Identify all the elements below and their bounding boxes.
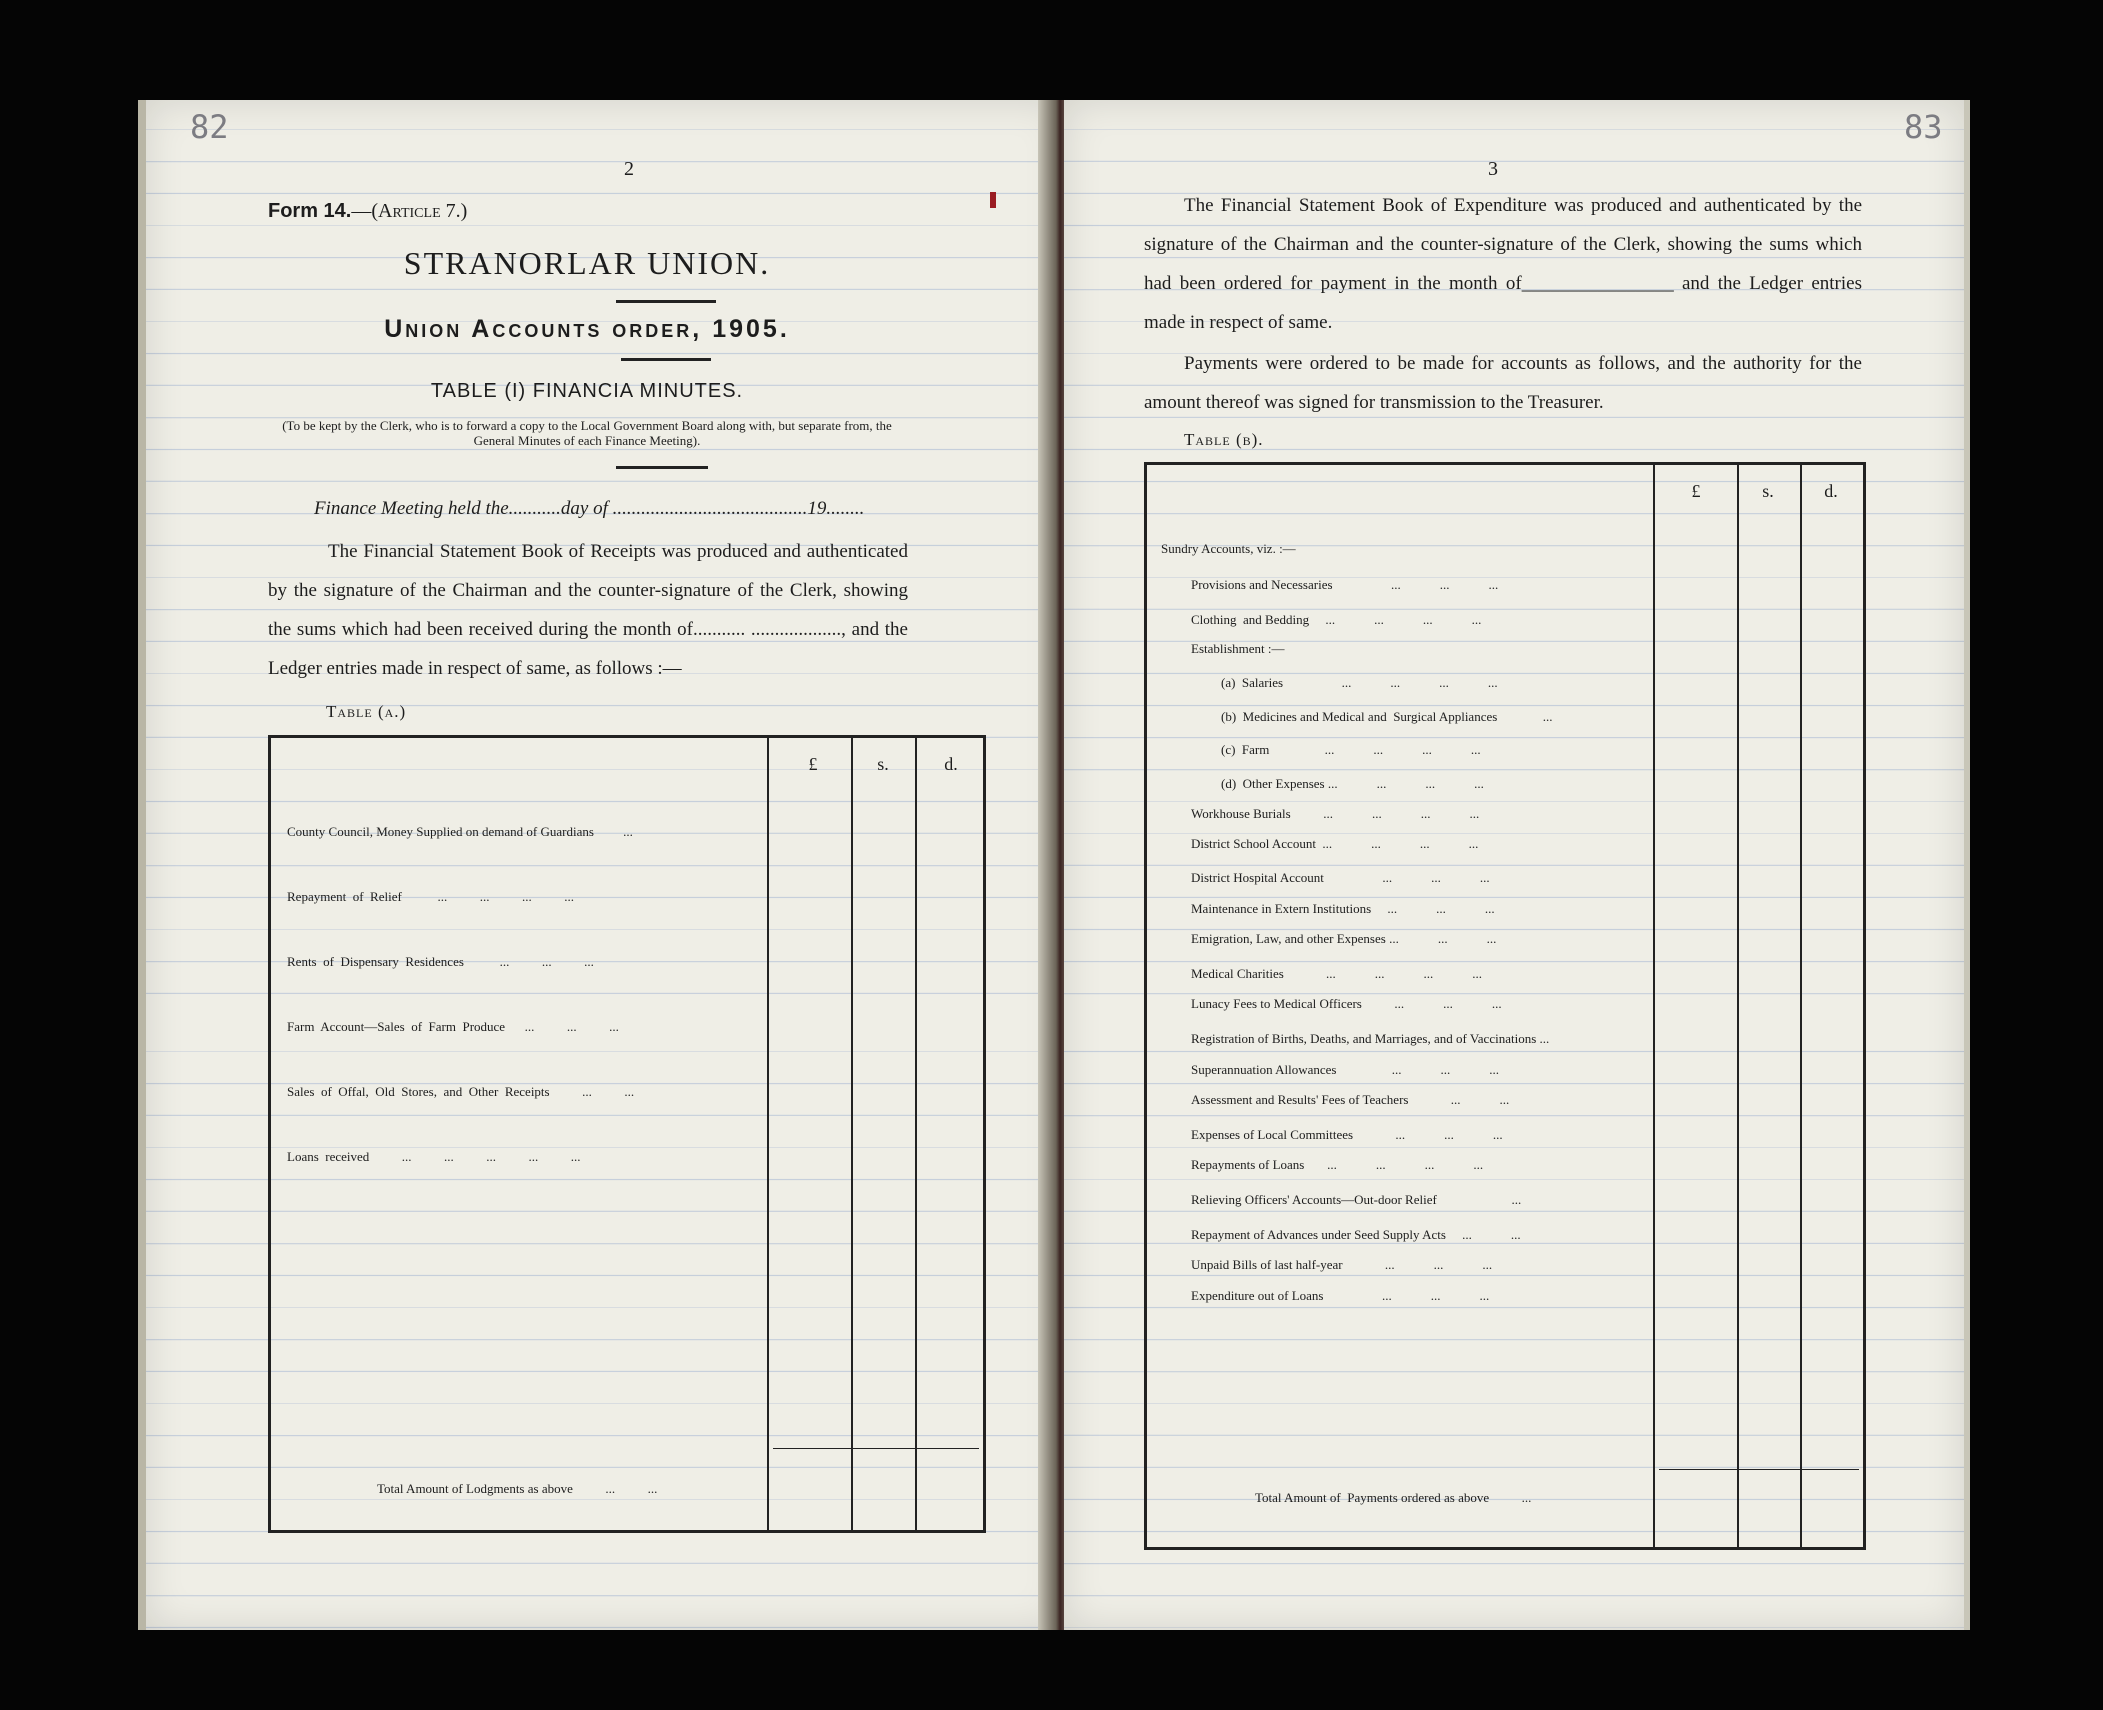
right-stamp-number: 83 (1904, 108, 1943, 146)
form-label-bold: Form 14. (268, 200, 352, 222)
table-row: Sales of Offal, Old Stores, and Other Receipts ... ... (287, 1084, 635, 1099)
header-pounds: £ (808, 754, 818, 774)
table-row: Establishment :— (1191, 641, 1285, 656)
table1-title: TABLE (I) FINANCIA MINUTES. (430, 380, 744, 402)
form-label (268, 200, 467, 223)
title-rule (616, 300, 716, 303)
right-page (1064, 100, 1970, 1630)
total-rule (1659, 1469, 1859, 1470)
col-divider-pounds (767, 738, 769, 1530)
order-title: Union Accounts order, 1905. (384, 315, 790, 343)
right-page-number: 3 (1488, 158, 1498, 180)
section-header: Sundry Accounts, viz. :— (1161, 541, 1296, 556)
table-row: Superannuation Allowances ... ... ... (1191, 1062, 1499, 1077)
left-page (138, 100, 1062, 1630)
total-row: Total Amount of Lodgments as above ... ... (377, 1481, 658, 1496)
expenditure-paragraph: The Financial Statement Book of Expenditure was produced and authenticated by the signature of the Chairman and the counter-signature of the Clerk, showing the sums which had been ordered for payment in the month of________________ and the Ledger entries made in respect of same. (1144, 195, 1862, 333)
table-row: Medical Charities ... ... ... ... (1191, 966, 1483, 981)
total-row: Total Amount of Payments ordered as above ... (1255, 1490, 1532, 1505)
col-divider-pence (1800, 465, 1802, 1547)
table-row: Clothing and Bedding ... ... ... ... (1191, 612, 1482, 627)
table-row: (d) Other Expenses ... ... ... ... (1221, 776, 1484, 791)
table-a (268, 735, 986, 1533)
open-ledger-book (138, 100, 1964, 1630)
table-row: Assessment and Results' Fees of Teachers ... ... (1191, 1092, 1510, 1107)
red-bookmark-fleck (990, 192, 996, 208)
header-pence: d. (1824, 481, 1838, 501)
table-row: District School Account ... ... ... ... (1191, 836, 1479, 851)
order-rule (621, 358, 711, 361)
table-row: Loans received ... ... ... ... ... (287, 1149, 581, 1164)
table-row: District Hospital Account ... ... ... (1191, 870, 1490, 885)
left-stamp-number: 82 (190, 108, 229, 146)
table-row: Maintenance in Extern Institutions ... ... ... (1191, 901, 1495, 916)
table-row: Rents of Dispensary Residences ... ... ... (287, 954, 594, 969)
table-row: County Council, Money Supplied on demand of Guardians ... (287, 824, 633, 839)
col-divider-shillings (851, 738, 853, 1530)
table-row: (b) Medicines and Medical and Surgical Appliances ... (1221, 709, 1553, 724)
table-row: Relieving Officers' Accounts—Out-door Relief ... (1191, 1192, 1522, 1207)
total-rule (773, 1448, 979, 1449)
union-title: STRANORLAR UNION. (403, 245, 771, 281)
table-b-label: Table (b). (1184, 430, 1264, 449)
table-row: Repayment of Advances under Seed Supply Acts ... ... (1191, 1227, 1521, 1242)
table-b (1144, 462, 1866, 1550)
col-divider-shillings (1737, 465, 1739, 1547)
col-divider-pence (915, 738, 917, 1530)
table-row: Farm Account—Sales of Farm Produce ... ... ... (287, 1019, 619, 1034)
table-row: (a) Salaries ... ... ... ... (1221, 675, 1498, 690)
table-row: Workhouse Burials ... ... ... ... (1191, 806, 1480, 821)
table-a-label: Table (a.) (326, 702, 407, 721)
left-page-number: 2 (624, 158, 634, 180)
header-shillings: s. (1762, 481, 1774, 501)
table-row: Unpaid Bills of last half-year ... ... ... (1191, 1257, 1493, 1272)
table-row: Registration of Births, Deaths, and Marriages, and of Vaccinations ... (1191, 1031, 1550, 1046)
table-row: Repayment of Relief ... ... ... ... (287, 889, 575, 904)
table-row: Expenses of Local Committees ... ... ... (1191, 1127, 1503, 1142)
note-rule (616, 466, 708, 469)
header-shillings: s. (877, 754, 889, 774)
payments-paragraph: Payments were ordered to be made for accounts as follows, and the authority for the amount thereof was signed for transmission to the Treasurer. (1144, 353, 1862, 413)
table-row: Emigration, Law, and other Expenses ... ... ... (1191, 931, 1497, 946)
header-pounds: £ (1691, 481, 1701, 501)
col-divider-pounds (1653, 465, 1655, 1547)
header-pence: d. (944, 754, 958, 774)
table-row: Repayments of Loans ... ... ... ... (1191, 1157, 1484, 1172)
table-row: Expenditure out of Loans ... ... ... (1191, 1288, 1490, 1303)
finance-meeting-line: Finance Meeting held the...........day of .........................................19........ (314, 498, 865, 519)
form-label-article: —(Article 7.) (351, 200, 468, 222)
table-row: (c) Farm ... ... ... ... (1221, 742, 1481, 757)
table-row: Lunacy Fees to Medical Officers ... ... ... (1191, 996, 1502, 1011)
clerk-note: (To be kept by the Clerk, who is to forward a copy to the Local Government Board along with, but separate from, the General Minutes of each Finance Meeting). (282, 418, 892, 448)
table-row: Provisions and Necessaries ... ... ... (1191, 577, 1499, 592)
receipts-paragraph: The Financial Statement Book of Receipts was produced and authenticated by the signature of the Chairman and the counter-signature of the Clerk, showing the sums which had been received during the month of........... ..................., and the Ledger entries made in respect of same, as follows :— (268, 541, 908, 679)
